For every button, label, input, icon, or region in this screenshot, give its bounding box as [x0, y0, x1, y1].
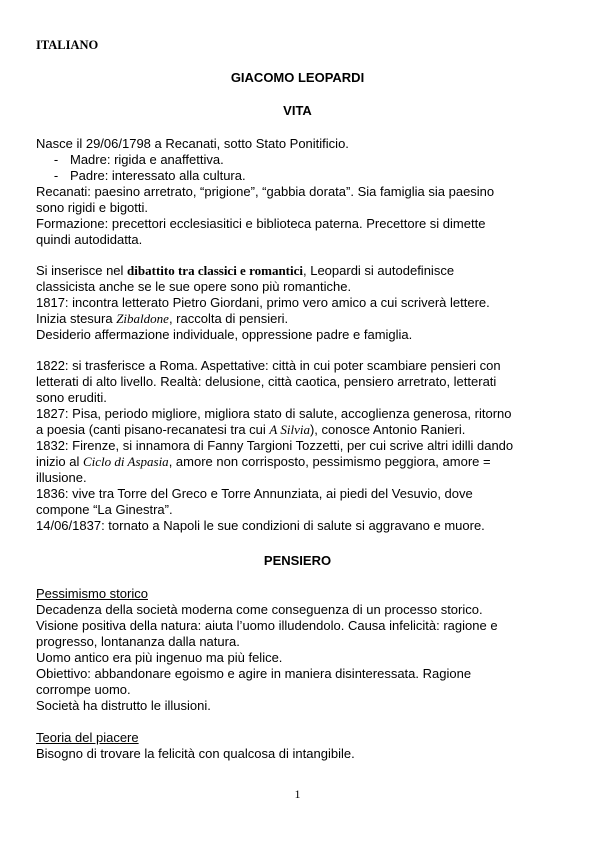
pessimismo-line: Visione positiva della natura: aiuta l’uomo illudendolo. Causa infelicità: ragione e	[36, 618, 498, 633]
text-span: Si inserisce nel	[36, 263, 128, 278]
vita-1832-line: 1832: Firenze, si innamora di Fanny Targioni Tozzetti, per cui scrive altri idilli dando	[36, 438, 514, 453]
pessimismo-section	[36, 586, 559, 714]
piacere-section	[36, 730, 559, 762]
vita-recanati-line: Recanati: paesino arretrato, “prigione”, “gabbia dorata”. Sia famiglia sia paesino	[36, 184, 495, 199]
vita-dibattito-line	[36, 263, 559, 279]
italic-title: Zibaldone	[116, 311, 169, 326]
bullet-dash: -	[53, 152, 59, 167]
text-span: ), conosce Antonio Ranieri.	[309, 422, 466, 437]
vita-1822-line: letterati di alto livello. Realtà: delusione, città caotica, pensiero arretrato, letterati	[36, 374, 497, 389]
vita-section	[36, 136, 559, 248]
pessimismo-line: Decadenza della società moderna come conseguenza di un processo storico.	[36, 602, 483, 617]
vita-dibattito-section	[36, 263, 559, 343]
italic-title: Ciclo di Aspasia	[82, 454, 169, 469]
vita-zibaldone-line	[36, 311, 559, 327]
vita-recanati-line: sono rigidi e bigotti.	[36, 200, 149, 215]
vita-1827-line: 1827: Pisa, periodo migliore, migliora stato di salute, accoglienza generosa, ritorno	[36, 406, 512, 421]
text-span: inizio al	[36, 454, 83, 469]
subsection-title-pessimismo: Pessimismo storico	[36, 586, 148, 601]
vita-desiderio-line: Desiderio affermazione individuale, oppressione padre e famiglia.	[36, 327, 413, 342]
section-heading-vita: VITA	[283, 103, 312, 118]
section-heading-pensiero: PENSIERO	[263, 553, 332, 568]
pessimismo-line: corrompe uomo.	[36, 682, 131, 697]
vita-dibattito-line: classicista anche se le sue opere sono più romantiche.	[36, 279, 352, 294]
pessimismo-line: Società ha distrutto le illusioni.	[36, 698, 211, 713]
pessimismo-line: Obiettivo: abbandonare egoismo e agire in maniera disinteressata. Ragione	[36, 666, 472, 681]
vita-formazione-line: Formazione: precettori ecclesiasitici e biblioteca paterna. Precettore si dimette	[36, 216, 486, 231]
vita-1836-line: 1836: vive tra Torre del Greco e Torre Annunziata, ai piedi del Vesuvio, dove	[36, 486, 473, 501]
bullet-text: Padre: interessato alla cultura.	[70, 168, 246, 183]
italic-title: A Silvia	[269, 422, 310, 437]
vita-1822-line: 1822: si trasferisce a Roma. Aspettative: città in cui poter scambiare pensieri con	[36, 358, 501, 373]
vita-formazione-line: quindi autodidatta.	[36, 232, 143, 247]
page-number: 1	[294, 787, 301, 801]
vita-1822-line: sono eruditi.	[36, 390, 107, 405]
subsection-title-piacere: Teoria del piacere	[36, 730, 139, 745]
vita-1827-line	[36, 422, 559, 438]
list-item	[36, 168, 559, 184]
vita-1832-line	[36, 454, 559, 470]
list-item	[36, 152, 559, 168]
vita-1817-line: 1817: incontra letterato Pietro Giordani, primo vero amico a cui scriverà lettere.	[36, 295, 490, 310]
vita-birth: Nasce il 29/06/1798 a Recanati, sotto Stato Ponitificio.	[36, 136, 349, 151]
vita-1837-line: 14/06/1837: tornato a Napoli le sue condizioni di salute si aggravano e muore.	[36, 518, 485, 533]
vita-1832-line: illusione.	[36, 470, 87, 485]
text-span: , amore non corrisposto, pessimismo peggiora, amore =	[168, 454, 491, 469]
vita-timeline-section	[36, 358, 559, 534]
pessimismo-line: progresso, lontananza dalla natura.	[36, 634, 240, 649]
pessimismo-line: Uomo antico era più ingenuo ma più felice.	[36, 650, 283, 665]
text-span: , Leopardi si autodefinisce	[303, 263, 455, 278]
text-span: Inizia stesura	[36, 311, 117, 326]
emphasis-text: dibattito tra classici e romantici	[127, 263, 303, 278]
bullet-dash: -	[53, 168, 59, 183]
vita-1836-line: compone “La Ginestra”.	[36, 502, 173, 517]
document-header: ITALIANO	[36, 38, 99, 52]
text-span: , raccolta di pensieri.	[168, 311, 289, 326]
text-span: a poesia (canti pisano-recanatesi tra cui	[36, 422, 270, 437]
bullet-text: Madre: rigida e anaffettiva.	[70, 152, 224, 167]
page-title: GIACOMO LEOPARDI	[230, 70, 365, 85]
piacere-line: Bisogno di trovare la felicità con qualcosa di intangibile.	[36, 746, 355, 761]
